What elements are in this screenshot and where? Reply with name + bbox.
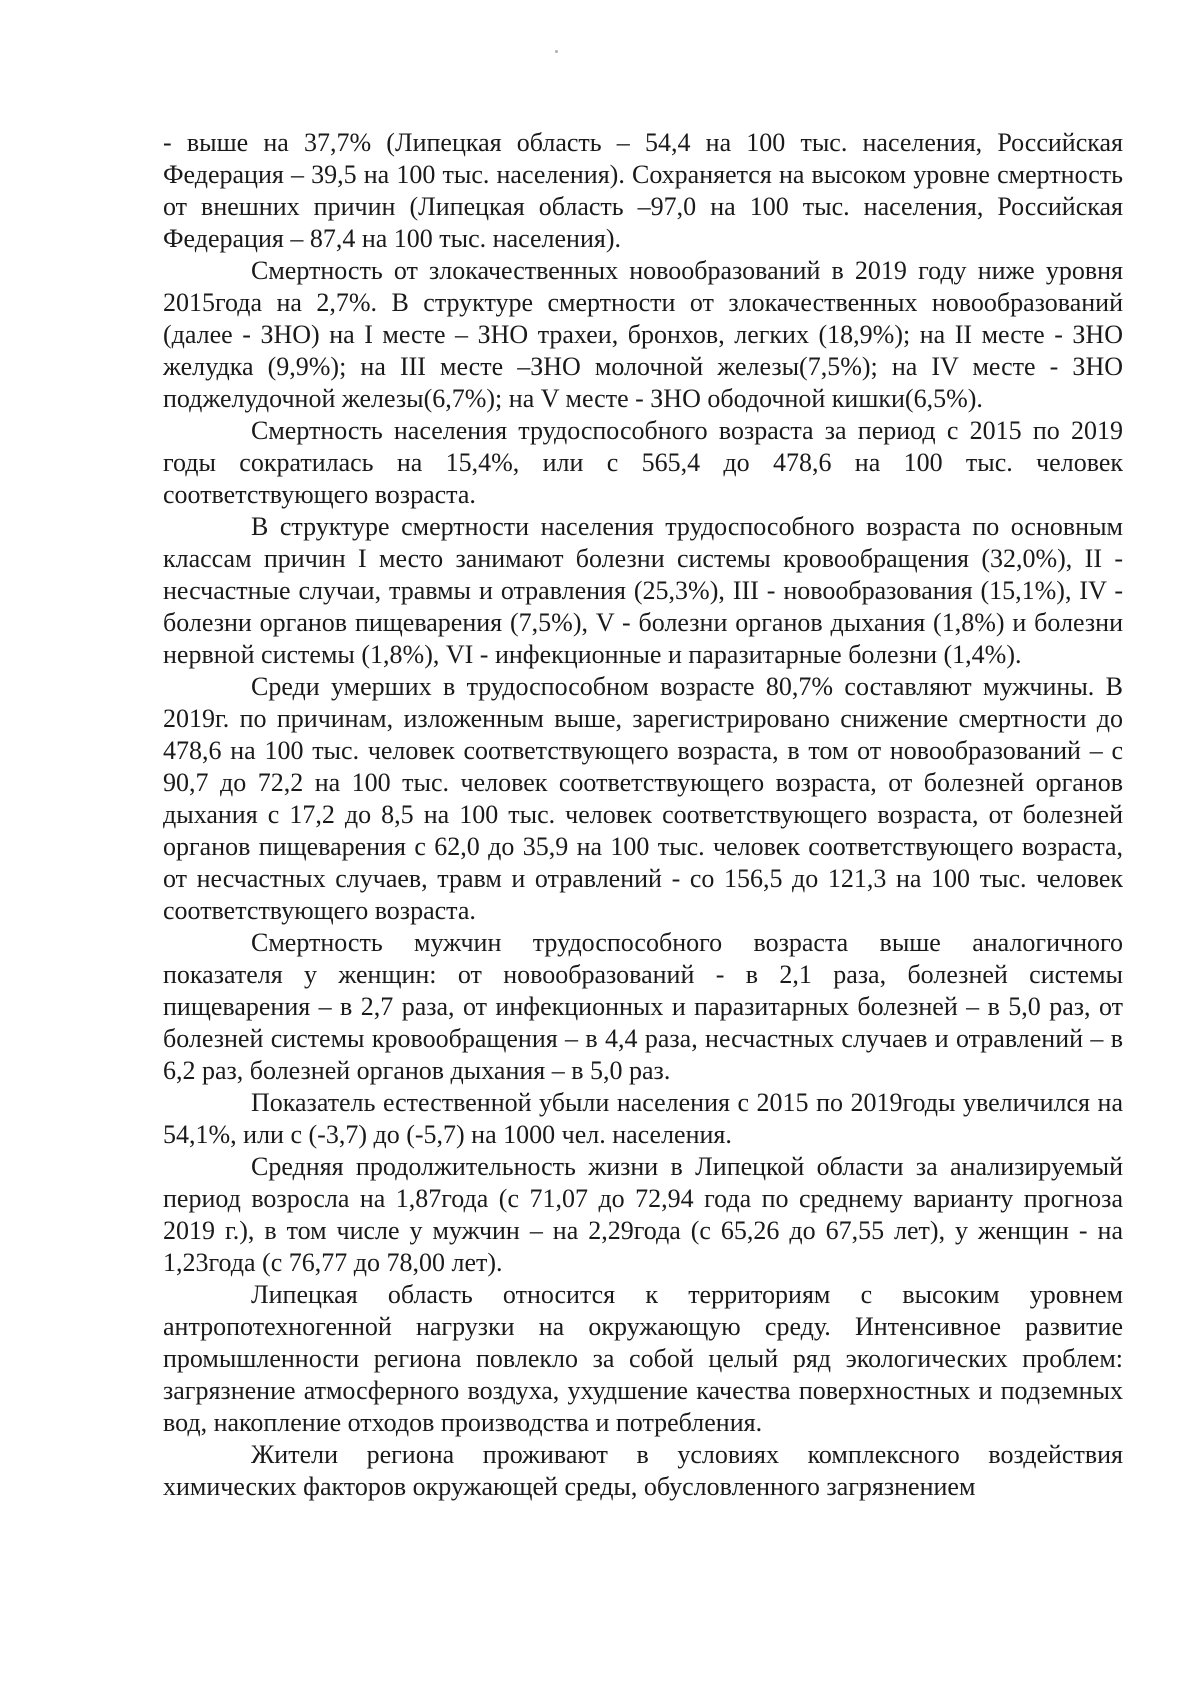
paragraph-cancer-mortality: Смертность от злокачественных новообразований в 2019 году ниже уровня 2015года на 2,7%. В структуре смертности от злокачественных новообразований (далее - ЗНО) на I месте – ЗНО трахеи, бронхов, легких (18,9%); на II месте - ЗНО желудка (9,9%); на III месте –ЗНО молочной железы(7,5%); на IV месте - ЗНО поджелудочной железы(6,7%); на V месте - ЗНО ободочной кишки(6,5%). — [163, 256, 1123, 413]
paragraph-life-expectancy: Средняя продолжительность жизни в Липецкой области за анализируемый период возросла на 1,87года (с 71,07 до 72,94 года по среднему варианту прогноза 2019 г.), в том числе у мужчин – на 2,29года (с 65,26 до 67,55 лет), у женщин - на 1,23года (с 76,77 до 78,00 лет). — [163, 1152, 1123, 1277]
paragraph-natural-decline: Показатель естественной убыли населения с 2015 по 2019годы увеличился на 54,1%, или с (-3,7) до (-5,7) на 1000 чел. населения. — [163, 1088, 1123, 1149]
scan-speck — [555, 50, 558, 53]
paragraph-male-female-comparison: Смертность мужчин трудоспособного возраста выше аналогичного показателя у женщин: от новообразований - в 2,1 раза, болезней системы пищеварения – в 2,7 раза, от инфекционных и паразитарных болезней – в 5,0 раз, от болезней системы кровообращения – в 4,4 раза, несчастных случаев и отравлений – в 6,2 раз, болезней органов дыхания – в 5,0 раз. — [163, 928, 1123, 1085]
paragraph-male-deaths: Среди умерших в трудоспособном возрасте 80,7% составляют мужчины. В 2019г. по причинам, изложенным выше, зарегистрировано снижение смертности до 478,6 на 100 тыс. человек соответствующего возраста, в том от новообразований – с 90,7 до 72,2 на 100 тыс. человек соответствующего возраста, от болезней органов дыхания с 17,2 до 8,5 на 100 тыс. человек соответствующего возраста, от болезней органов пищеварения с 62,0 до 35,9 на 100 тыс. человек соответствующего возраста, от несчастных случаев, травм и отравлений - со 156,5 до 121,3 на 100 тыс. человек соответствующего возраста. — [163, 672, 1123, 925]
paragraph-working-age-mortality: Смертность населения трудоспособного возраста за период с 2015 по 2019 годы сократилась на 15,4%, или с 565,4 до 478,6 на 100 тыс. человек соответствующего возраста. — [163, 416, 1123, 509]
paragraph-mortality-structure: В структуре смертности населения трудоспособного возраста по основным классам причин I место занимают болезни системы кровообращения (32,0%), II - несчастные случаи, травмы и отравления (25,3%), III - новообразования (15,1%), IV - болезни органов пищеварения (7,5%), V - болезни органов дыхания (1,8%) и болезни нервной системы (1,8%), VI - инфекционные и паразитарные болезни (1,4%). — [163, 512, 1123, 669]
paragraph-chemical-factors: Жители региона проживают в условиях комплексного воздействия химических факторов окружающей среды, обусловленного загрязнением — [163, 1440, 1123, 1501]
document-body — [163, 127, 1123, 1503]
paragraph-continuation: - выше на 37,7% (Липецкая область – 54,4 на 100 тыс. населения, Российская Федерация – 39,5 на 100 тыс. населения). Сохраняется на высоком уровне смертность от внешних причин (Липецкая область –97,0 на 100 тыс. населения, Российская Федерация – 87,4 на 100 тыс. населения). — [163, 128, 1123, 253]
paragraph-environment-load: Липецкая область относится к территориям с высоким уровнем антропотехногенной нагрузки на окружающую среду. Интенсивное развитие промышленности региона повлекло за собой целый ряд экологических проблем: загрязнение атмосферного воздуха, ухудшение качества поверхностных и подземных вод, накопление отходов производства и потребления. — [163, 1280, 1123, 1437]
